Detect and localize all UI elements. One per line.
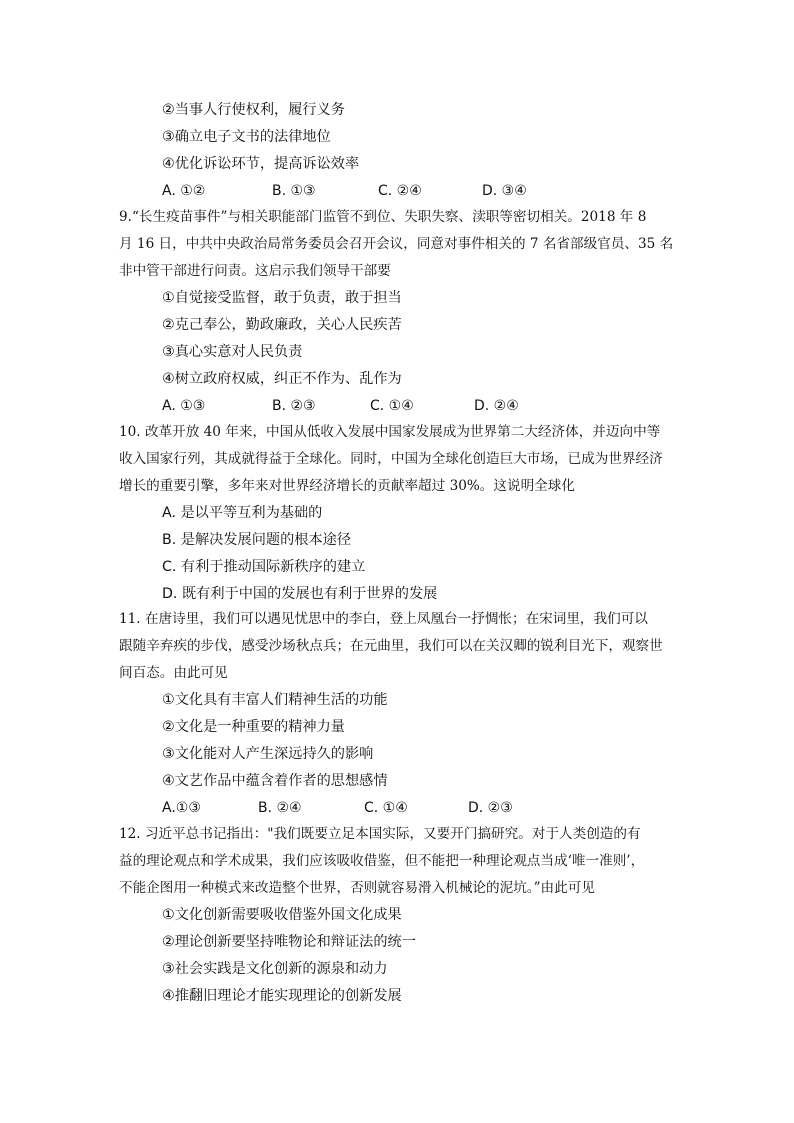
q11-item-2: ②文化是一种重要的精神力量 <box>162 719 345 735</box>
q9-stem-line-2: 月 16 日，中共中央政治局常务委员会召开会议，同意对事件相关的 7 名省部级官员、35 名 <box>119 236 674 252</box>
q11-option-b: B. ②④ <box>258 800 302 816</box>
q12-stem-line-3: 不能企图用一种模式来改造整个世界，否则就容易滑入机械论的泥坑。”由此可见 <box>119 880 595 896</box>
q8-item-3: ③确立电子文书的法律地位 <box>162 129 331 145</box>
q9-item-1: ①自觉接受监督，敢于负责，敢于担当 <box>162 290 402 306</box>
q10-stem-line-2: 收入国家行列，其成就得益于全球化。同时，中国为全球化创造巨大市场，已成为世界经济 <box>119 451 663 467</box>
q12-item-2: ②理论创新要坚持唯物论和辩证法的统一 <box>162 934 416 950</box>
q8-item-2: ②当事人行使权利，履行义务 <box>162 102 345 118</box>
q11-stem-line-2: 跟随辛弃疾的步伐，感受沙场秋点兵；在元曲里，我们可以在关汉卿的锐利目光下，观察世 <box>119 638 663 654</box>
q8-option-a: A. ①② <box>162 183 206 199</box>
q9-stem-line-3: 非中管干部进行问责。这启示我们领导干部要 <box>119 263 391 279</box>
q11-option-c: C. ①④ <box>364 800 408 816</box>
q10-option-a: A. 是以平等互利为基础的 <box>162 505 323 521</box>
q12-stem-line-1: 12. 习近平总书记指出："我们既要立足本国实际，又要开门搞研究。对于人类创造的有 <box>119 826 641 842</box>
q8-option-b: B. ①③ <box>272 183 316 199</box>
q10-option-c: C. 有利于推动国际新秩序的建立 <box>162 559 366 575</box>
q8-item-4: ④优化诉讼环节，提高诉讼效率 <box>162 156 360 172</box>
q10-stem-line-3: 增长的重要引擎，多年来对世界经济增长的贡献率超过 30%。这说明全球化 <box>119 478 575 494</box>
q9-option-b: B. ②③ <box>272 398 316 414</box>
q9-stem-line-1: 9.“长生疫苗事件”与相关职能部门监管不到位、失职失察、渎职等密切相关。2018 年 8 <box>119 209 647 225</box>
q12-item-4: ④推翻旧理论才能实现理论的创新发展 <box>162 988 402 1004</box>
q10-stem-line-1: 10. 改革开放 40 年来，中国从低收入发展中国家发展成为世界第二大经济体，并迈向中等 <box>119 424 661 440</box>
q11-option-d: D. ②③ <box>468 800 513 816</box>
q11-item-1: ①文化具有丰富人们精神生活的功能 <box>162 692 388 708</box>
q9-item-4: ④树立政府权威，纠正不作为、乱作为 <box>162 371 402 387</box>
q8-option-c: C. ②④ <box>378 183 422 199</box>
q9-option-c: C. ①④ <box>370 398 414 414</box>
q10-option-d: D. 既有利于中国的发展也有利于世界的发展 <box>162 586 438 602</box>
q12-item-3: ③社会实践是文化创新的源泉和动力 <box>162 961 388 977</box>
q10-option-b: B. 是解决发展问题的根本途径 <box>162 532 352 548</box>
q11-item-3: ③文化能对人产生深远持久的影响 <box>162 746 374 762</box>
q11-item-4: ④文艺作品中蕴含着作者的思想感情 <box>162 773 388 789</box>
q8-option-d: D. ③④ <box>482 183 527 199</box>
q9-option-d: D. ②④ <box>474 398 519 414</box>
q12-stem-line-2: 益的理论观点和学术成果，我们应该吸收借鉴，但不能把一种理论观点当成‘唯一准则’， <box>119 853 645 869</box>
q11-stem-line-1: 11. 在唐诗里，我们可以遇见忧思中的李白，登上凤凰台一抒惆怅；在宋词里，我们可以 <box>119 611 648 627</box>
q12-item-1: ①文化创新需要吸收借鉴外国文化成果 <box>162 907 402 923</box>
q11-option-a: A.①③ <box>162 800 201 816</box>
q9-option-a: A. ①③ <box>162 398 206 414</box>
q9-item-3: ③真心实意对人民负责 <box>162 344 303 360</box>
q9-item-2: ②克己奉公，勤政廉政，关心人民疾苦 <box>162 317 402 333</box>
q11-stem-line-3: 间百态。由此可见 <box>119 665 228 681</box>
